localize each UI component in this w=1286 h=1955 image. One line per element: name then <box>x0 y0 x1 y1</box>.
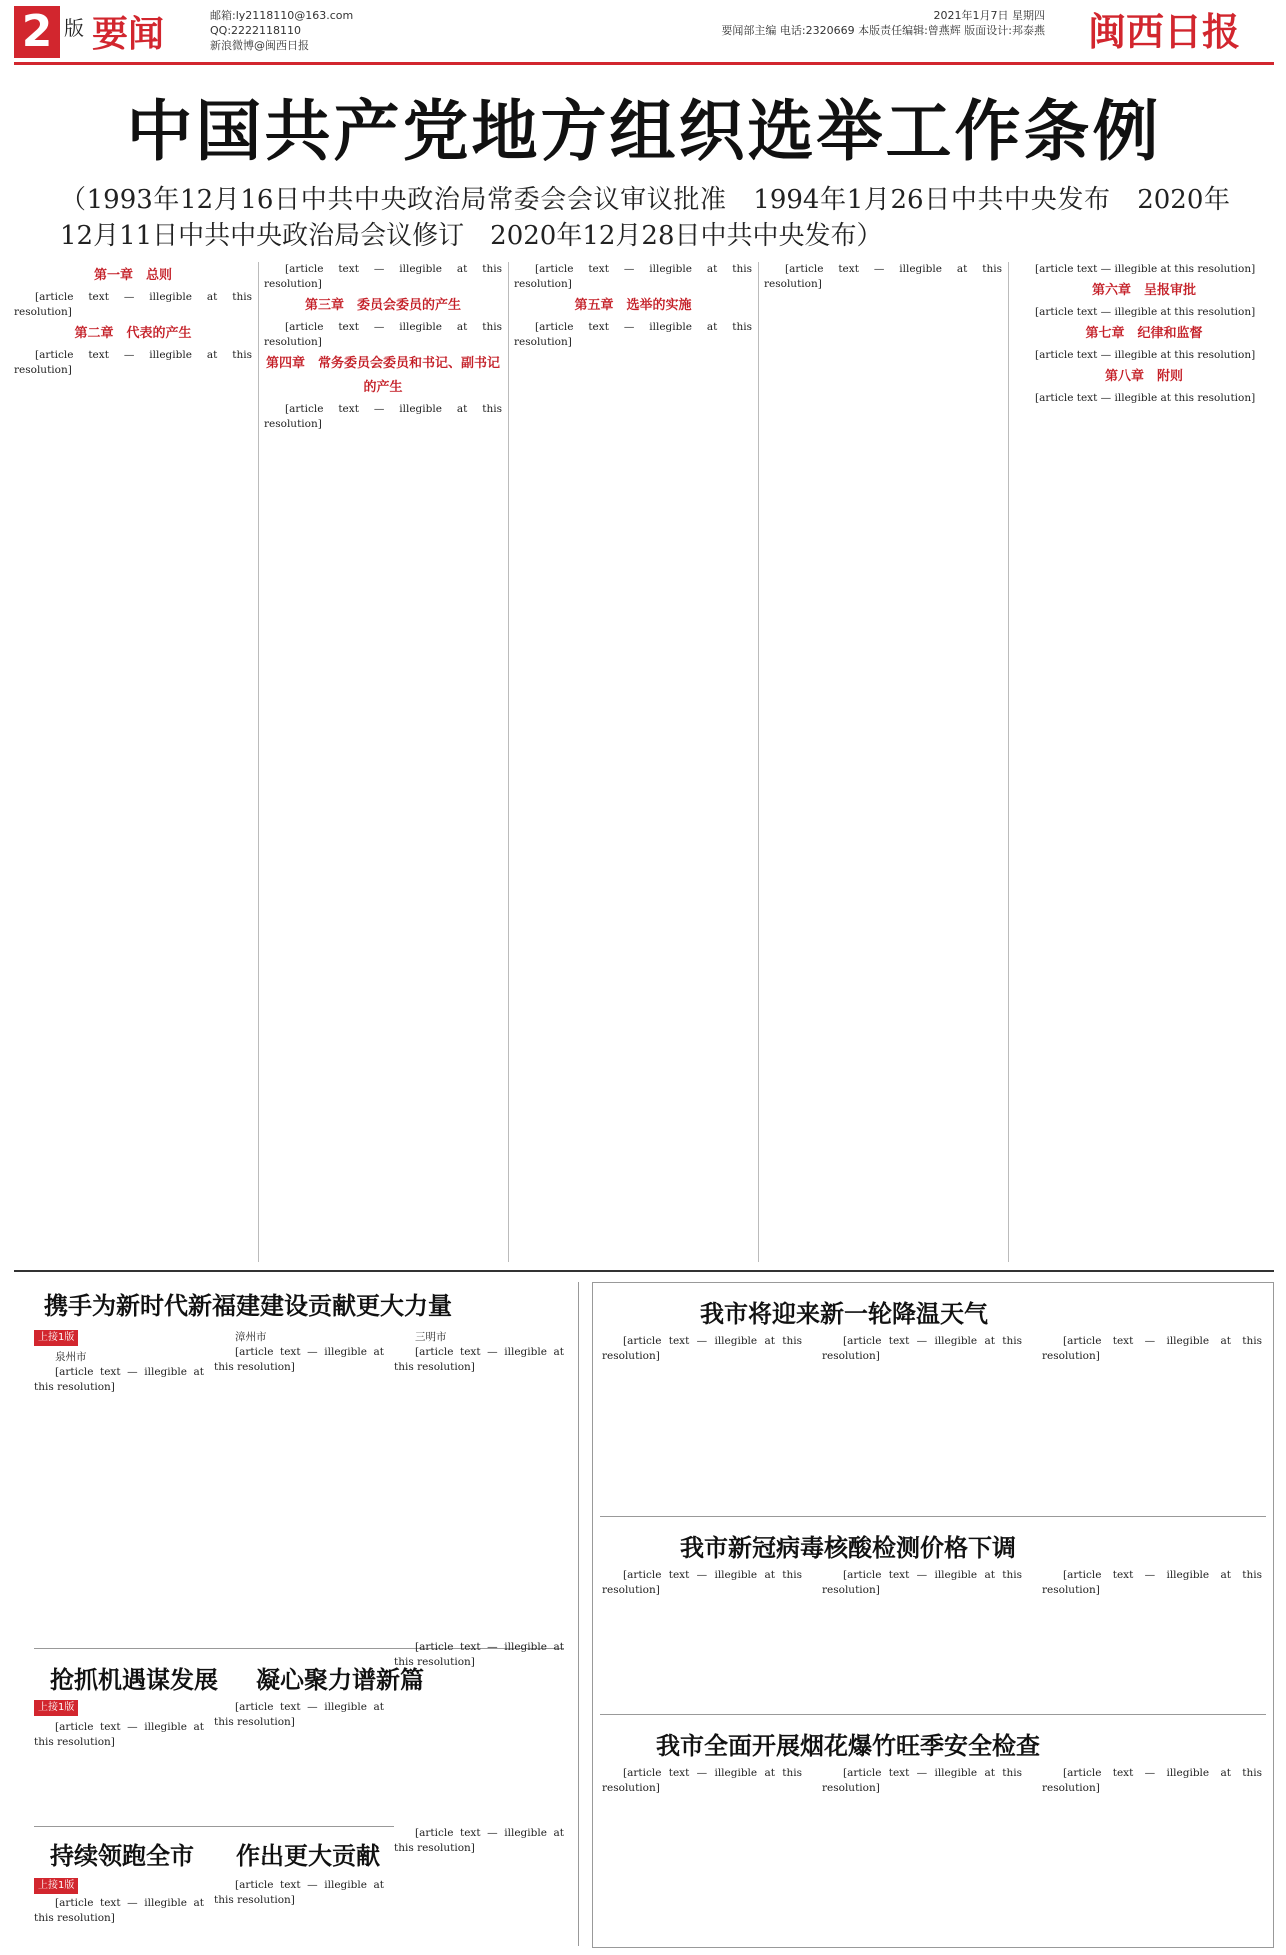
article-text: [article text — illegible at this resolution] <box>264 321 502 348</box>
article-text: [article text — illegible at this resolution] <box>14 349 252 376</box>
continued-tag: 上接1版 <box>34 1700 78 1716</box>
news-text: [article text — illegible at this resolution] <box>822 1767 1022 1794</box>
story-title: 持续领跑全市 <box>50 1841 194 1870</box>
page-label: 版 <box>64 16 84 40</box>
story-body <box>214 1700 384 1820</box>
news-text: [article text — illegible at this resolution] <box>822 1569 1022 1596</box>
place-name: 三明市 <box>415 1331 447 1343</box>
article-title: 中国共产党地方组织选举工作条例 <box>126 93 1162 170</box>
story-body <box>394 1640 564 1820</box>
news-divider <box>600 1714 1266 1715</box>
news-text: [article text — illegible at this resolution] <box>602 1335 802 1362</box>
chapter-heading: 第六章 呈报审批 <box>1091 283 1196 298</box>
story-body <box>394 1330 564 1640</box>
story-text: [article text — illegible at this resolution] <box>394 1346 564 1373</box>
column-divider <box>1008 262 1009 1262</box>
column-divider <box>758 262 759 1262</box>
article-text: [article text — illegible at this resolution] <box>14 291 252 318</box>
column-divider <box>578 1282 579 1946</box>
article-column-4 <box>764 262 1002 1262</box>
story-title: 作出更大贡献 <box>236 1841 380 1870</box>
story-text: [article text — illegible at this resolution] <box>214 1701 384 1728</box>
news-text: [article text — illegible at this resolution] <box>1042 1569 1262 1596</box>
news-body <box>1042 1568 1262 1706</box>
issue-date: 2021年1月7日 星期四 <box>933 9 1045 22</box>
article-text: [article text — illegible at this resolution] <box>264 403 502 430</box>
article-column-2 <box>264 262 502 1262</box>
article-column-5 <box>1014 262 1274 1262</box>
story-body <box>214 1330 384 1640</box>
page-number: 2 <box>14 6 60 58</box>
story-title: 抢抓机遇谋发展 <box>50 1665 218 1694</box>
news-text: [article text — illegible at this resolution] <box>602 1569 802 1596</box>
article-text: [article text — illegible at this resolution] <box>1035 392 1256 404</box>
story-body <box>34 1350 204 1640</box>
news-divider <box>600 1516 1266 1517</box>
story-text: [article text — illegible at this resolution] <box>34 1366 204 1393</box>
chapter-heading: 第八章 附则 <box>1104 369 1183 384</box>
news-body <box>602 1568 802 1706</box>
chapter-heading: 第七章 纪律和监督 <box>1085 326 1203 341</box>
story-body <box>214 1878 384 1946</box>
masthead <box>0 0 1286 64</box>
chapter-heading: 第五章 选举的实施 <box>574 298 692 313</box>
contact-weibo: 新浪微博@闽西日报 <box>210 39 309 52</box>
news-body <box>822 1568 1022 1706</box>
article-text: [article text — illegible at this resolution] <box>764 263 1002 290</box>
chapter-heading: 第二章 代表的产生 <box>74 326 192 341</box>
newspaper-logo: 闽西日报 <box>1087 9 1240 54</box>
continued-tag: 上接1版 <box>34 1330 78 1346</box>
story-text: [article text — illegible at this resolution] <box>34 1721 204 1748</box>
chapter-heading: 第四章 常务委员会委员和书记、副书记的产生 <box>265 356 500 395</box>
article-text: [article text — illegible at this resolution] <box>1035 349 1256 361</box>
news-body <box>1042 1766 1262 1942</box>
news-text: [article text — illegible at this resolution] <box>1042 1767 1262 1794</box>
story-text: [article text — illegible at this resolution] <box>34 1897 204 1924</box>
editors-line: 要闻部主编 电话:2320669 本版责任编辑:曾燕辉 版面设计:邦泰燕 <box>721 24 1045 37</box>
article-column-1 <box>14 262 252 1262</box>
contact-info <box>210 8 353 53</box>
story-title: 携手为新时代新福建建设贡献更大力量 <box>44 1291 452 1320</box>
chapter-heading: 第三章 委员会委员的产生 <box>304 298 461 313</box>
article-text: [article text — illegible at this resolution] <box>514 263 752 290</box>
story-text: [article text — illegible at this resolution] <box>394 1827 564 1854</box>
masthead-divider <box>14 62 1274 65</box>
place-name: 漳州市 <box>235 1331 267 1343</box>
story-title: 凝心聚力谱新篇 <box>256 1665 424 1694</box>
story-body <box>34 1896 204 1946</box>
continued-tag: 上接1版 <box>34 1878 78 1894</box>
place-name: 泉州市 <box>55 1351 87 1363</box>
story-body <box>34 1720 204 1820</box>
story-text: [article text — illegible at this resolution] <box>214 1879 384 1906</box>
story-divider <box>34 1826 394 1827</box>
article-text: [article text — illegible at this resolution] <box>1035 263 1256 275</box>
article-text: [article text — illegible at this resolution] <box>514 321 752 348</box>
column-divider <box>258 262 259 1262</box>
section-divider <box>14 1270 1274 1272</box>
news-text: [article text — illegible at this resolution] <box>822 1335 1022 1362</box>
news-body <box>602 1766 802 1942</box>
news-body <box>602 1334 802 1508</box>
story-text: [article text — illegible at this resolution] <box>394 1641 564 1668</box>
story-body <box>394 1826 564 1946</box>
article-text: [article text — illegible at this resolution] <box>264 263 502 290</box>
news-body <box>822 1766 1022 1942</box>
news-body <box>822 1334 1022 1508</box>
news-title: 我市将迎来新一轮降温天气 <box>700 1299 988 1328</box>
section-name: 要闻 <box>92 14 165 55</box>
chapter-heading: 第一章 总则 <box>93 268 172 283</box>
news-title: 我市全面开展烟花爆竹旺季安全检查 <box>656 1731 1040 1760</box>
column-divider <box>508 262 509 1262</box>
issue-meta <box>720 8 1045 38</box>
contact-qq: QQ:2222118110 <box>210 24 302 37</box>
news-body <box>1042 1334 1262 1508</box>
news-text: [article text — illegible at this resolution] <box>1042 1335 1262 1362</box>
article-column-3 <box>514 262 752 1262</box>
article-subtitle: （1993年12月16日中共中央政治局常委会会议审议批准 1994年1月26日中共中央发布 2020年12月11日中共中央政治局会议修订 2020年12月28日中共中央发布） <box>60 185 1230 251</box>
story-text: [article text — illegible at this resolution] <box>214 1346 384 1373</box>
news-title: 我市新冠病毒核酸检测价格下调 <box>680 1533 1016 1562</box>
news-text: [article text — illegible at this resolution] <box>602 1767 802 1794</box>
contact-email: 邮箱:ly2118110@163.com <box>210 9 354 22</box>
article-text: [article text — illegible at this resolution] <box>1035 306 1256 318</box>
